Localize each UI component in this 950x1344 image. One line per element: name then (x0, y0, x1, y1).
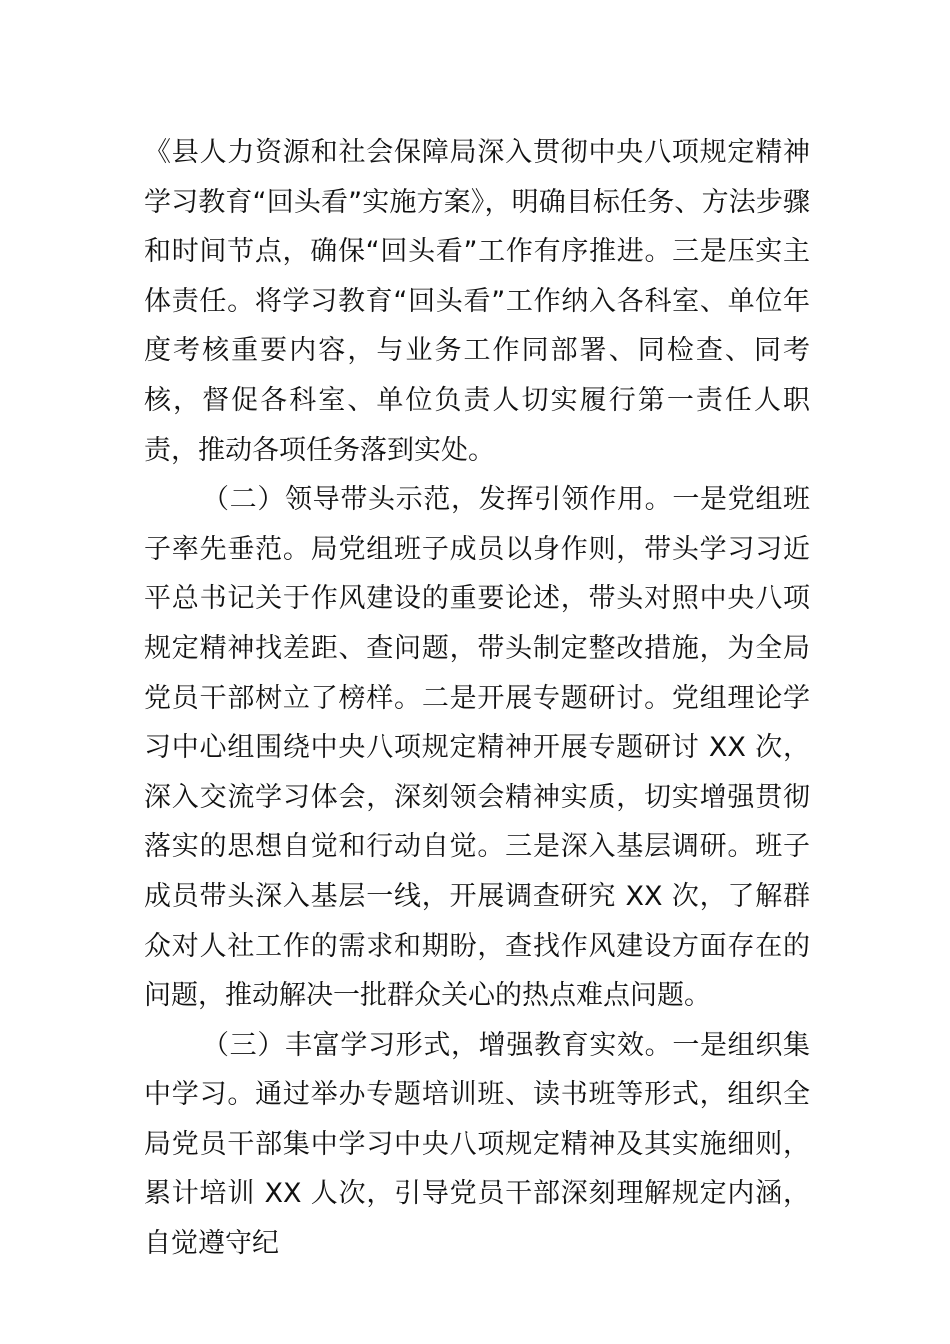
paragraph-section-three: （三）丰富学习形式，增强教育实效。一是组织集中学习。通过举办专题培训班、读书班等形式，组织全局党员干部集中学习中央八项规定精神及其实施细则，累计培训 XX 人次，引导党员干部深刻理解规定内涵，自觉遵守纪 (144, 1029, 810, 1260)
document-body (144, 128, 810, 1269)
paragraph-section-two: （二）领导带头示范，发挥引领作用。一是党组班子率先垂范。局党组班子成员以身作则，带头学习习近平总书记关于作风建设的重要论述，带头对照中央八项规定精神找差距、查问题，带头制定整改措施，为全局党员干部树立了榜样。二是开展专题研讨。党组理论学习中心组围绕中央八项规定精神开展专题研讨 XX 次，深入交流学习体会，深刻领会精神实质，切实增强贯彻落实的思想自觉和行动自觉。三是深入基层调研。班子成员带头深入基层一线，开展调查研究 XX 次，了解群众对人社工作的需求和期盼，查找作风建设方面存在的问题，推动解决一批群众关心的热点难点问题。 (144, 484, 810, 1012)
paragraph-continuation: 《县人力资源和社会保障局深入贯彻中央八项规定精神学习教育“回头看”实施方案》，明确目标任务、方法步骤和时间节点，确保“回头看”工作有序推进。三是压实主体责任。将学习教育“回头看”工作纳入各科室、单位年度考核重要内容，与业务工作同部署、同检查、同考核，督促各科室、单位负责人切实履行第一责任人职责，推动各项任务落到实处。 (144, 137, 810, 466)
